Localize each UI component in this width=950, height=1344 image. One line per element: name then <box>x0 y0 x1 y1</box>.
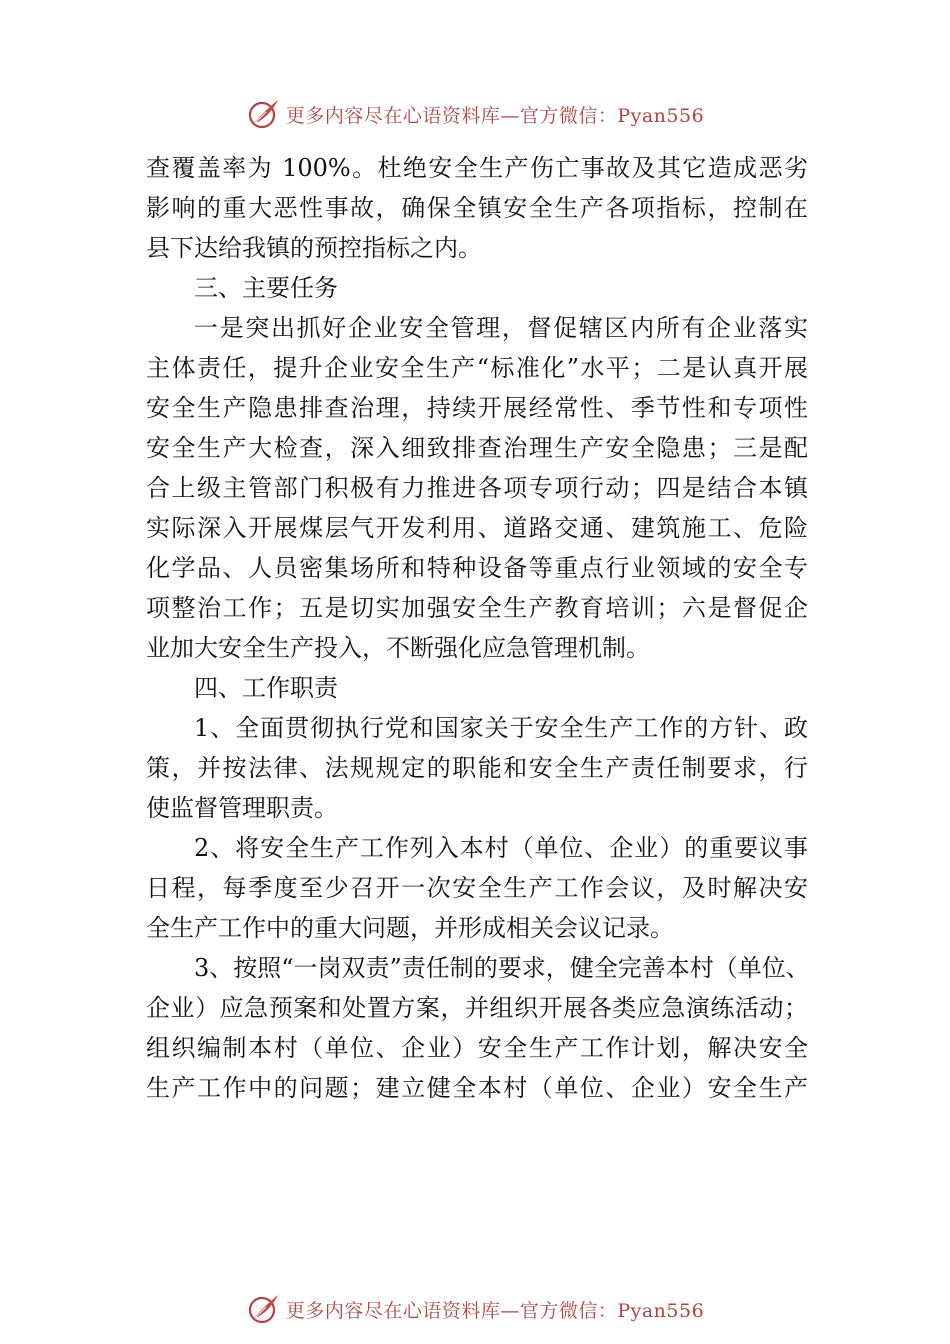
text-line: 查覆盖率为 100%。杜绝安全生产伤亡事故及其它造成恶劣 <box>146 154 808 182</box>
text-line: 合上级主管部门积极有力推进各项专项行动；四是结合本镇 <box>146 474 808 502</box>
text-line: 全生产工作中的重大问题，并形成相关会议记录。 <box>146 914 674 942</box>
text-line: 安全生产隐患排查治理，持续开展经常性、季节性和专项性 <box>146 394 808 422</box>
text-line: 日程，每季度至少召开一次安全生产工作会议，及时解决安 <box>146 874 808 902</box>
document-body <box>146 148 808 1108</box>
text-line: 一是突出抓好企业安全管理，督促辖区内所有企业落实 <box>194 314 808 342</box>
quill-logo-icon <box>246 96 282 132</box>
text-line: 项整治工作；五是切实加强安全生产教育培训；六是督促企 <box>146 594 808 622</box>
text-line: 影响的重大恶性事故，确保全镇安全生产各项指标，控制在 <box>146 194 808 222</box>
text-line: 安全生产大检查，深入细致排查治理生产安全隐患；三是配 <box>146 434 808 462</box>
watermark-text: 更多内容尽在心语资料库—官方微信：Pyan556 <box>285 104 705 127</box>
text-line: 业加大安全生产投入，不断强化应急管理机制。 <box>146 634 650 662</box>
text-line: 1、全面贯彻执行党和国家关于安全生产工作的方针、政 <box>194 714 808 742</box>
text-line: 实际深入开展煤层气开发利用、道路交通、建筑施工、危险 <box>146 514 808 542</box>
text-line: 组织编制本村（单位、企业）安全生产工作计划，解决安全 <box>146 1034 808 1062</box>
text-line: 企业）应急预案和处置方案，并组织开展各类应急演练活动； <box>146 994 808 1022</box>
text-line: 化学品、人员密集场所和特种设备等重点行业领域的安全专 <box>146 554 808 582</box>
quill-logo-icon <box>246 1291 282 1327</box>
header-watermark <box>0 94 950 134</box>
text-line: 2、将安全生产工作列入本村（单位、企业）的重要议事 <box>194 834 808 862</box>
text-line: 主体责任，提升企业安全生产“标准化”水平；二是认真开展 <box>146 354 808 382</box>
watermark-text: 更多内容尽在心语资料库—官方微信：Pyan556 <box>285 1299 705 1322</box>
footer-watermark <box>0 1289 950 1329</box>
text-line: 生产工作中的问题；建立健全本村（单位、企业）安全生产 <box>146 1074 808 1102</box>
text-line: 三、主要任务 <box>194 274 338 302</box>
text-line: 县下达给我镇的预控指标之内。 <box>146 234 482 262</box>
text-line: 四、工作职责 <box>194 674 338 702</box>
text-line: 使监督管理职责。 <box>146 794 338 822</box>
text-line: 3、按照“一岗双责”责任制的要求，健全完善本村（单位、 <box>194 954 810 982</box>
text-line: 策，并按法律、法规规定的职能和安全生产责任制要求，行 <box>146 754 808 782</box>
